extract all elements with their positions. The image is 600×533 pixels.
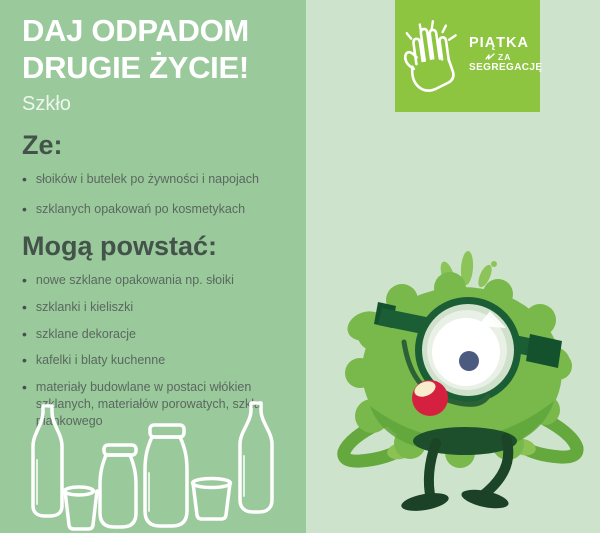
list-item-text: kafelki i blaty kuchenne (35, 353, 166, 368)
content-column (22, 130, 306, 440)
bullet-dot: • (22, 325, 27, 342)
list-item (22, 299, 306, 316)
bullet-dot: • (22, 379, 27, 396)
bullet-dot: • (22, 200, 27, 217)
title-line-1: DAJ ODPADOM (22, 13, 249, 48)
poster-subtitle: Szkło (22, 93, 71, 115)
list-item-text: słoików i butelek po żywności i napojach (35, 172, 259, 186)
section-heading-ze: Ze: (22, 130, 63, 160)
list-item-text: szklanych opakowań po kosmetykach (35, 201, 246, 216)
bullet-dot: • (22, 298, 27, 315)
logo-line-1: PIĄTKA (469, 35, 529, 51)
list-item-text: nowe szklane opakowania np. słoiki (35, 272, 234, 287)
squiggle-icon (485, 53, 495, 61)
bullet-dot: • (22, 352, 27, 369)
logo-line-2: ZA (498, 51, 512, 62)
high-five-hand-icon (397, 14, 473, 98)
list-item-text: szklanki i kieliszki (35, 299, 134, 314)
glass-containers-illustration (16, 398, 316, 533)
logo-badge (395, 0, 543, 112)
bullet-dot: • (22, 271, 27, 288)
list-item (22, 201, 306, 218)
title-line-2: DRUGIE ŻYCIE! (22, 50, 249, 85)
monster-mascot-illustration (330, 238, 590, 533)
list-item (22, 326, 306, 343)
list-item-text: szklane dekoracje (35, 326, 136, 341)
list-item (22, 352, 306, 369)
logo-text (469, 36, 542, 73)
title-block (22, 12, 362, 116)
list-item-text: materiały budowlane w postaci włókien szklanych, materiałów porowatych, szkła piankowego (35, 380, 261, 428)
list-ze (22, 171, 306, 218)
list-item (22, 272, 306, 289)
bullet-dot: • (22, 171, 27, 187)
poster-title (22, 12, 362, 86)
section-heading-moga-powstac: Mogą powstać: (22, 230, 218, 261)
logo-line-3: SEGREGACJĘ (469, 62, 543, 73)
list-item (22, 171, 306, 188)
